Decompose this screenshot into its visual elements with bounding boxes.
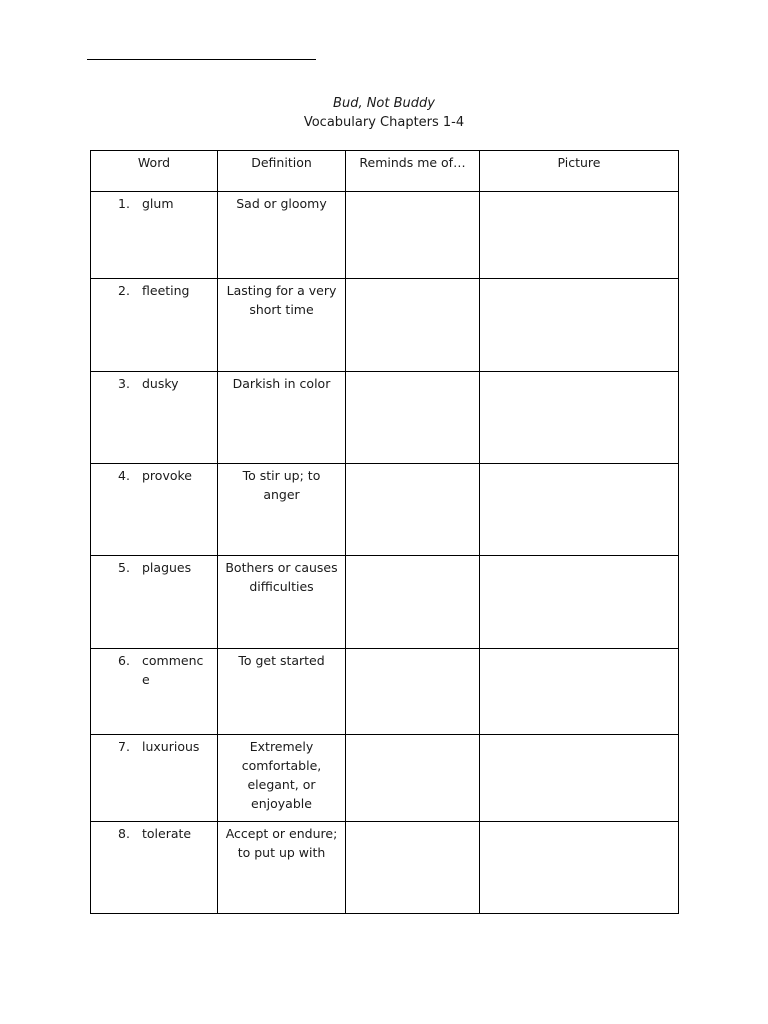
- definition-cell: [218, 279, 346, 372]
- definition-text: To stir up; to anger: [242, 468, 321, 502]
- definition-text: Accept or endure; to put up with: [225, 826, 338, 860]
- picture-cell[interactable]: [480, 735, 679, 822]
- word-text: glum: [142, 196, 174, 211]
- reminds-me-of-cell[interactable]: [346, 735, 480, 822]
- picture-cell[interactable]: [480, 372, 679, 464]
- reminds-me-of-cell[interactable]: [346, 822, 480, 914]
- word-number: 7.: [118, 739, 130, 754]
- word-cell: [91, 556, 218, 649]
- definition-cell: [218, 735, 346, 822]
- table-row: [91, 556, 679, 649]
- column-header-reminds-me-of: Reminds me of…: [346, 151, 480, 192]
- word-cell: [91, 372, 218, 464]
- definition-cell: [218, 649, 346, 735]
- word-text: provoke: [142, 468, 192, 483]
- book-title: Bud, Not Buddy: [333, 96, 435, 111]
- reminds-me-of-cell[interactable]: [346, 649, 480, 735]
- word-text: dusky: [142, 376, 179, 391]
- column-header-picture: Picture: [480, 151, 679, 192]
- definition-text: Sad or gloomy: [236, 196, 327, 211]
- table-row: [91, 192, 679, 279]
- definition-text: Lasting for a very short time: [226, 283, 337, 317]
- table-row: [91, 735, 679, 822]
- word-text: commence: [142, 653, 204, 687]
- word-number: 1.: [118, 196, 130, 211]
- worksheet-subtitle: Vocabulary Chapters 1-4: [303, 115, 465, 130]
- definition-text: Bothers or causes difficulties: [225, 560, 338, 594]
- definition-text: Extremely comfortable, elegant, or enjoyable: [241, 739, 322, 811]
- word-text: tolerate: [142, 826, 192, 841]
- word-number: 4.: [118, 468, 130, 483]
- reminds-me-of-cell[interactable]: [346, 279, 480, 372]
- column-header-definition: Definition: [218, 151, 346, 192]
- table-row: [91, 372, 679, 464]
- column-header-word: Word: [91, 151, 218, 192]
- table-row: [91, 822, 679, 914]
- picture-cell[interactable]: [480, 556, 679, 649]
- word-cell: [91, 464, 218, 556]
- definition-text: Darkish in color: [232, 376, 331, 391]
- table-row: [91, 464, 679, 556]
- picture-cell[interactable]: [480, 649, 679, 735]
- word-number: 2.: [118, 283, 130, 298]
- reminds-me-of-cell[interactable]: [346, 464, 480, 556]
- table-row: [91, 279, 679, 372]
- word-number: 8.: [118, 826, 130, 841]
- picture-cell[interactable]: [480, 279, 679, 372]
- word-cell: [91, 649, 218, 735]
- picture-cell[interactable]: [480, 822, 679, 914]
- table-row: [91, 649, 679, 735]
- definition-cell: [218, 372, 346, 464]
- reminds-me-of-cell[interactable]: [346, 192, 480, 279]
- word-cell: [91, 822, 218, 914]
- word-cell: [91, 192, 218, 279]
- definition-cell: [218, 464, 346, 556]
- vocabulary-table: [90, 150, 679, 914]
- table-header-row: [91, 151, 679, 192]
- word-text: luxurious: [142, 739, 200, 754]
- definition-cell: [218, 192, 346, 279]
- word-text: fleeting: [142, 283, 190, 298]
- definition-text: To get started: [238, 653, 325, 668]
- picture-cell[interactable]: [480, 192, 679, 279]
- word-text: plagues: [142, 560, 192, 575]
- word-number: 3.: [118, 376, 130, 391]
- reminds-me-of-cell[interactable]: [346, 556, 480, 649]
- name-line: [87, 59, 316, 60]
- word-number: 6.: [118, 653, 130, 668]
- definition-cell: [218, 822, 346, 914]
- word-number: 5.: [118, 560, 130, 575]
- picture-cell[interactable]: [480, 464, 679, 556]
- word-cell: [91, 735, 218, 822]
- word-cell: [91, 279, 218, 372]
- definition-cell: [218, 556, 346, 649]
- worksheet-header: [0, 94, 768, 132]
- reminds-me-of-cell[interactable]: [346, 372, 480, 464]
